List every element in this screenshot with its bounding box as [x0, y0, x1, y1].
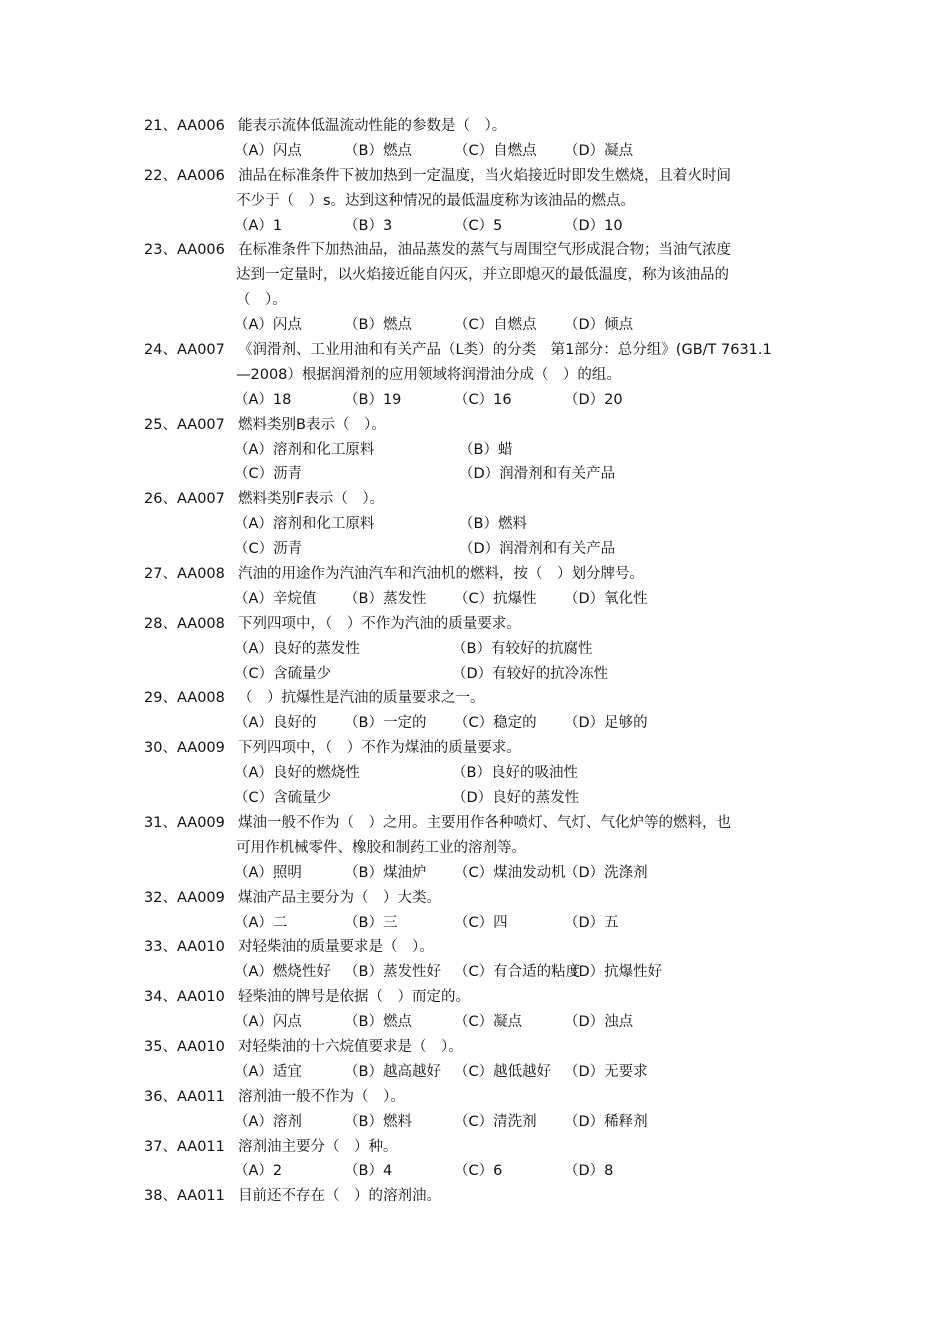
answer-option[interactable]: （C）有合适的粘度 [454, 964, 581, 981]
question-stem: 对轻柴油的质量要求是（ ）。 [238, 939, 434, 956]
answer-option[interactable]: （C）抗爆性 [454, 590, 537, 607]
question-line [0, 1135, 950, 1160]
question-item [0, 114, 950, 164]
question-item [0, 686, 950, 736]
answer-option[interactable]: （C）沥青 [234, 541, 303, 558]
option-row [0, 587, 950, 612]
question-line [0, 189, 950, 214]
question-number: 34、AA010 [144, 989, 225, 1006]
question-line [0, 1035, 950, 1060]
answer-option[interactable]: （A）燃烧性好 [234, 964, 331, 981]
question-stem: 煤油一般不作为（ ）之用。主要用作各种喷灯、气灯、气化炉等的燃料，也 [238, 814, 731, 831]
question-stem: 达到一定量时，以火焰接近能自闪灭，并立即熄灭的最低温度，称为该油品的 [236, 267, 729, 284]
question-number: 37、AA011 [144, 1138, 225, 1155]
answer-option[interactable]: （A）闪点 [234, 142, 302, 159]
answer-option[interactable]: （C）含硫量少 [234, 665, 332, 682]
question-number: 38、AA011 [144, 1188, 225, 1205]
question-line [0, 935, 950, 960]
question-number: 27、AA008 [144, 566, 225, 583]
answer-option[interactable]: （B）19 [344, 391, 402, 408]
option-row [0, 537, 950, 562]
question-stem: 下列四项中，（ ）不作为煤油的质量要求。 [238, 740, 521, 757]
answer-option[interactable]: （B）蒸发性好 [344, 964, 441, 981]
question-item [0, 1135, 950, 1185]
question-stem: 下列四项中，（ ）不作为汽油的质量要求。 [238, 615, 521, 632]
question-item [0, 886, 950, 936]
answer-option[interactable]: （D）20 [564, 391, 623, 408]
option-row [0, 960, 950, 985]
question-item [0, 985, 950, 1035]
answer-option[interactable]: （C）自燃点 [454, 317, 537, 334]
answer-option[interactable]: （B）燃点 [344, 142, 412, 159]
answer-option[interactable]: （A）18 [234, 391, 292, 408]
answer-option[interactable]: （B）燃料 [459, 516, 527, 533]
question-line [0, 288, 950, 313]
question-number: 29、AA008 [144, 690, 225, 707]
answer-option[interactable]: （C）5 [454, 217, 503, 234]
answer-option[interactable]: （D）润滑剂和有关产品 [459, 541, 616, 558]
answer-option[interactable]: （D）氧化性 [564, 590, 648, 607]
question-item [0, 338, 950, 413]
question-line [0, 1184, 950, 1209]
option-row [0, 214, 950, 239]
option-row [0, 637, 950, 662]
answer-option[interactable]: （A）良好的 [234, 715, 317, 732]
answer-option[interactable]: （C）煤油发动机 [454, 864, 566, 881]
answer-option[interactable]: （D）洗涤剂 [564, 864, 648, 881]
exam-page [0, 114, 950, 1209]
answer-option[interactable]: （C）越低越好 [454, 1063, 552, 1080]
option-row [0, 662, 950, 687]
question-stem: 目前还不存在（ ）的溶剂油。 [238, 1188, 441, 1205]
answer-option[interactable]: （D）浊点 [564, 1014, 634, 1031]
question-number: 31、AA009 [144, 814, 225, 831]
question-stem: 溶剂油一般不作为（ ）。 [238, 1088, 405, 1105]
answer-option[interactable]: （A）照明 [234, 864, 302, 881]
answer-option[interactable]: （B）4 [344, 1163, 393, 1180]
answer-option[interactable]: （B）煤油炉 [344, 864, 427, 881]
answer-option[interactable]: （D）凝点 [564, 142, 634, 159]
answer-option[interactable]: （C）凝点 [454, 1014, 523, 1031]
option-row [0, 911, 950, 936]
answer-option[interactable]: （A）良好的蒸发性 [234, 640, 360, 657]
question-stem: 《润滑剂、工业用油和有关产品（L类）的分类 第1部分：总分组》(GB/T 7631.1 [238, 342, 772, 359]
question-line [0, 263, 950, 288]
option-row [0, 786, 950, 811]
answer-option[interactable]: （C）6 [454, 1163, 503, 1180]
answer-option[interactable]: （D）10 [564, 217, 623, 234]
answer-option[interactable]: （B）有较好的抗腐性 [452, 640, 593, 657]
answer-option[interactable]: （C）含硫量少 [234, 790, 332, 807]
question-line [0, 338, 950, 363]
answer-option[interactable]: （A）适宜 [234, 1063, 302, 1080]
answer-option[interactable]: （A）溶剂和化工原料 [234, 516, 375, 533]
answer-option[interactable]: （A）良好的燃烧性 [234, 765, 360, 782]
answer-option[interactable]: （A）2 [234, 1163, 283, 1180]
answer-option[interactable]: （C）稳定的 [454, 715, 537, 732]
question-stem: （ ）抗爆性是汽油的质量要求之一。 [238, 690, 485, 707]
question-item [0, 811, 950, 886]
answer-option[interactable]: （A）闪点 [234, 1014, 302, 1031]
option-row [0, 711, 950, 736]
answer-option[interactable]: （D）润滑剂和有关产品 [459, 466, 616, 483]
question-stem: 油品在标准条件下被加热到一定温度，当火焰接近时即发生燃烧，且着火时间 [238, 167, 731, 184]
answer-option[interactable]: （C）自燃点 [454, 142, 537, 159]
question-number: 35、AA010 [144, 1038, 225, 1055]
question-stem: 汽油的用途作为汽油汽车和汽油机的燃料，按（ ）划分牌号。 [238, 566, 644, 583]
question-stem: 能表示流体低温流动性能的参数是（ ）。 [238, 118, 507, 134]
question-item [0, 238, 950, 338]
question-line [0, 811, 950, 836]
option-row [0, 313, 950, 338]
question-stem: 在标准条件下加热油品，油品蒸发的蒸气与周围空气形成混合物；当油气浓度 [238, 242, 731, 259]
question-line [0, 836, 950, 861]
answer-option[interactable]: （A）溶剂 [234, 1113, 302, 1130]
answer-option[interactable]: （D）有较好的抗冷冻性 [452, 665, 609, 682]
answer-option[interactable]: （C）清洗剂 [454, 1113, 537, 1130]
question-item [0, 1035, 950, 1085]
question-item [0, 612, 950, 687]
question-line [0, 363, 950, 388]
answer-option[interactable]: （B）一定的 [344, 715, 427, 732]
question-number: 26、AA007 [144, 491, 225, 508]
question-line [0, 1085, 950, 1110]
question-line [0, 413, 950, 438]
option-row [0, 438, 950, 463]
question-stem: 燃料类别F表示（ ）。 [238, 491, 385, 508]
option-row [0, 462, 950, 487]
answer-option[interactable]: （A）1 [234, 217, 283, 234]
option-row [0, 512, 950, 537]
question-stem: —2008）根据润滑剂的应用领域将润滑油分成（ ）的组。 [236, 366, 621, 383]
answer-option[interactable]: （C）沥青 [234, 466, 303, 483]
question-number: 36、AA011 [144, 1088, 225, 1105]
question-item [0, 164, 950, 239]
option-row [0, 139, 950, 164]
question-line [0, 612, 950, 637]
question-line [0, 686, 950, 711]
question-item [0, 1085, 950, 1135]
answer-option[interactable]: （D）良好的蒸发性 [452, 790, 580, 807]
answer-option[interactable]: （B）燃点 [344, 317, 412, 334]
question-number: 21、AA006 [144, 118, 225, 134]
option-row [0, 1060, 950, 1085]
question-number: 33、AA010 [144, 939, 225, 956]
question-item [0, 413, 950, 488]
answer-option[interactable]: （D）无要求 [564, 1063, 648, 1080]
answer-option[interactable]: （B）燃点 [344, 1014, 412, 1031]
question-stem: （ ）。 [236, 292, 287, 309]
answer-option[interactable]: （B）3 [344, 217, 393, 234]
question-item [0, 562, 950, 612]
answer-option[interactable]: （C）四 [454, 914, 508, 931]
question-line [0, 164, 950, 189]
question-number: 28、AA008 [144, 615, 225, 632]
option-row [0, 1159, 950, 1184]
answer-option[interactable]: （B）越高越好 [344, 1063, 441, 1080]
answer-option[interactable]: （D）倾点 [564, 317, 634, 334]
question-line [0, 985, 950, 1010]
question-line [0, 114, 950, 139]
answer-option[interactable]: （B）三 [344, 914, 398, 931]
question-number: 30、AA009 [144, 740, 225, 757]
question-stem: 对轻柴油的十六烷值要求是（ ）。 [238, 1038, 463, 1055]
question-stem: 可用作机械零件、橡胶和制药工业的溶剂等。 [236, 839, 526, 856]
question-number: 23、AA006 [144, 242, 225, 259]
question-number: 25、AA007 [144, 416, 225, 433]
answer-option[interactable]: （B）蒸发性 [344, 590, 427, 607]
answer-option[interactable]: （B）良好的吸油性 [452, 765, 578, 782]
question-line [0, 487, 950, 512]
question-number: 32、AA009 [144, 889, 225, 906]
option-row [0, 388, 950, 413]
answer-option[interactable]: （D）8 [564, 1163, 614, 1180]
question-line [0, 238, 950, 263]
answer-option[interactable]: （A）辛烷值 [234, 590, 317, 607]
question-stem: 轻柴油的牌号是依据（ ）而定的。 [238, 989, 470, 1006]
question-item [0, 487, 950, 562]
question-line [0, 886, 950, 911]
option-row [0, 861, 950, 886]
question-stem: 不少于（ ）s。达到这种情况的最低温度称为该油品的燃点。 [236, 192, 636, 209]
question-stem: 燃料类别B表示（ ）。 [238, 416, 386, 433]
answer-option[interactable]: （D）抗爆性好 [564, 964, 663, 981]
answer-option[interactable]: （A）溶剂和化工原料 [234, 441, 375, 458]
question-stem: 煤油产品主要分为（ ）大类。 [238, 889, 441, 906]
answer-option[interactable]: （D）足够的 [564, 715, 648, 732]
answer-option[interactable]: （D）五 [564, 914, 619, 931]
answer-option[interactable]: （D）稀释剂 [564, 1113, 648, 1130]
answer-option[interactable]: （A）二 [234, 914, 288, 931]
question-line [0, 562, 950, 587]
answer-option[interactable]: （B）燃料 [344, 1113, 412, 1130]
answer-option[interactable]: （A）闪点 [234, 317, 302, 334]
question-number: 22、AA006 [144, 167, 225, 184]
question-number: 24、AA007 [144, 342, 225, 359]
question-item [0, 1184, 950, 1209]
answer-option[interactable]: （B）蜡 [459, 441, 513, 458]
question-item [0, 736, 950, 811]
question-line [0, 736, 950, 761]
question-item [0, 935, 950, 985]
option-row [0, 1010, 950, 1035]
option-row [0, 1110, 950, 1135]
answer-option[interactable]: （C）16 [454, 391, 512, 408]
question-stem: 溶剂油主要分（ ）种。 [238, 1138, 398, 1155]
option-row [0, 761, 950, 786]
